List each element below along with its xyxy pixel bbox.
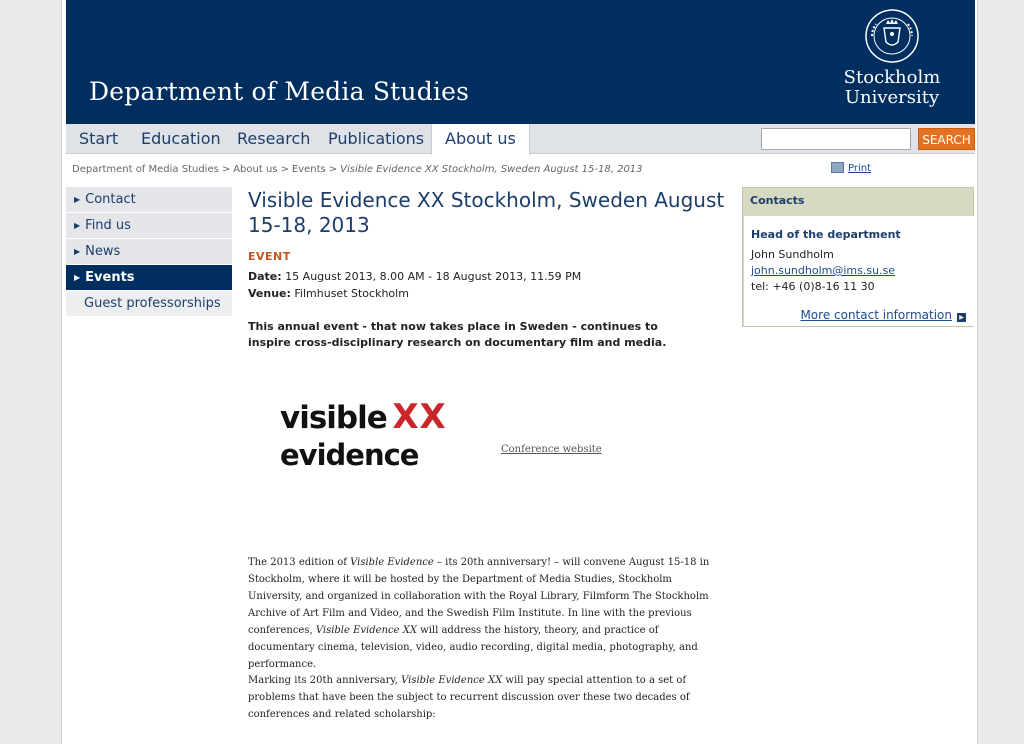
event-date [248,268,728,285]
print-link[interactable] [831,162,871,174]
date-label: Date: [248,270,282,283]
breadcrumb-item[interactable]: Events [291,164,326,175]
breadcrumb-item[interactable]: About us [233,164,278,175]
printer-icon [831,162,844,173]
more-contact-label: More contact information [800,308,952,322]
event-intro: This annual event - that now takes place in Sweden - continues to inspire cross-disciplinary research on documentary film and media. [248,320,667,349]
chevron-right-icon: ▶ [74,247,81,256]
chevron-right-icon: ▶ [74,221,81,230]
body-paragraph-2 [248,672,718,723]
date-value: 15 August 2013, 8.00 AM - 18 August 2013, 11.59 PM [285,270,582,283]
tab-publications[interactable]: Publications [328,129,425,148]
conference-website-link[interactable]: Conference website [501,444,602,455]
event-meta [248,268,728,302]
arrow-right-icon: ▶ [957,313,966,322]
contacts-box [742,187,974,327]
event-venue [248,285,728,302]
university-name-line2: University [844,87,940,108]
sidebar-item-find-us[interactable] [66,213,232,239]
breadcrumb-separator: > [328,164,338,175]
sidebar-item-label: News [85,244,121,259]
breadcrumb-item[interactable]: Department of Media Studies [72,164,219,175]
department-title[interactable]: Department of Media Studies [89,77,470,106]
search-button[interactable]: SEARCH [918,128,975,150]
university-seal-icon [864,8,920,64]
breadcrumb [72,164,643,175]
sidebar-item-label: Events [85,270,135,285]
text-span: The 2013 edition of [248,557,351,568]
contact-phone: tel: +46 (0)8-16 11 30 [751,280,875,293]
tab-start[interactable]: Start [79,129,119,148]
text-span: – its 20th anniversary! – will convene August 15-18 in Stockholm, where it will be hosted by the Department of Media Studies, Stockholm University, and organized in collaboration with the Royal Library, Filmform The Stockholm Archive of Art Film and Video, and the Swedish Film Institute. In line with the previous conferences, [248,557,710,636]
venue-label: Venue: [248,287,291,300]
sidebar-item-guest-professorships[interactable]: Guest professorships [66,291,232,317]
more-contact-information-link[interactable] [800,308,966,322]
contact-role: Head of the department [751,228,901,241]
chevron-right-icon: ▶ [74,195,81,204]
page [61,0,978,744]
sidebar-item-label: Contact [85,192,136,207]
search-input[interactable] [761,128,911,150]
emphasis: Visible Evidence [350,557,434,568]
logo-word-evidence: evidence [280,438,419,472]
event-type-label: EVENT [248,250,291,263]
main-navigation [66,124,975,154]
contacts-body [744,216,974,326]
tab-research[interactable]: Research [237,129,311,148]
left-menu [66,187,232,317]
main-content [248,188,728,720]
emphasis: Visible Evidence XX [315,625,417,636]
page-title: Visible Evidence XX Stockholm, Sweden August 15-18, 2013 [248,188,725,237]
sidebar-item-label: Find us [85,218,131,233]
visible-evidence-logo [280,397,447,472]
sidebar-item-events[interactable] [66,265,232,291]
print-label: Print [848,163,872,174]
tab-education[interactable]: Education [141,129,221,148]
breadcrumb-separator: > [221,164,231,175]
text-span: will address the history, theory, and practice of documentary cinema, television, video, audio recording, digital media, photography, and performance. [248,625,698,670]
tab-about-us[interactable]: About us [431,124,530,155]
university-name [837,68,947,108]
stockholm-university-logo[interactable] [837,8,947,108]
contact-name: John Sundholm [751,248,834,261]
breadcrumb-separator: > [280,164,289,175]
body-paragraph-1 [248,554,718,673]
sidebar-item-news[interactable] [66,239,232,265]
contacts-heading: Contacts [750,194,805,207]
logo-xx: XX [392,397,447,437]
site-header [66,0,975,124]
text-span: Marking its 20th anniversary, [248,675,402,686]
emphasis: Visible Evidence XX [401,675,503,686]
chevron-right-icon: ▶ [74,273,81,282]
logo-word-visible: visible [280,400,387,436]
breadcrumb-current: Visible Evidence XX Stockholm, Sweden August 15-18, 2013 [340,164,643,175]
university-name-line1: Stockholm [843,67,941,88]
text-span: will pay special attention to a set of problems that have been the subject to recurrent discussion over these two decades of conferences and related scholarship: [248,675,690,720]
venue-value: Filmhuset Stockholm [294,287,409,300]
contact-email-link[interactable]: john.sundholm@ims.su.se [751,264,896,277]
sidebar-item-contact[interactable] [66,187,232,213]
